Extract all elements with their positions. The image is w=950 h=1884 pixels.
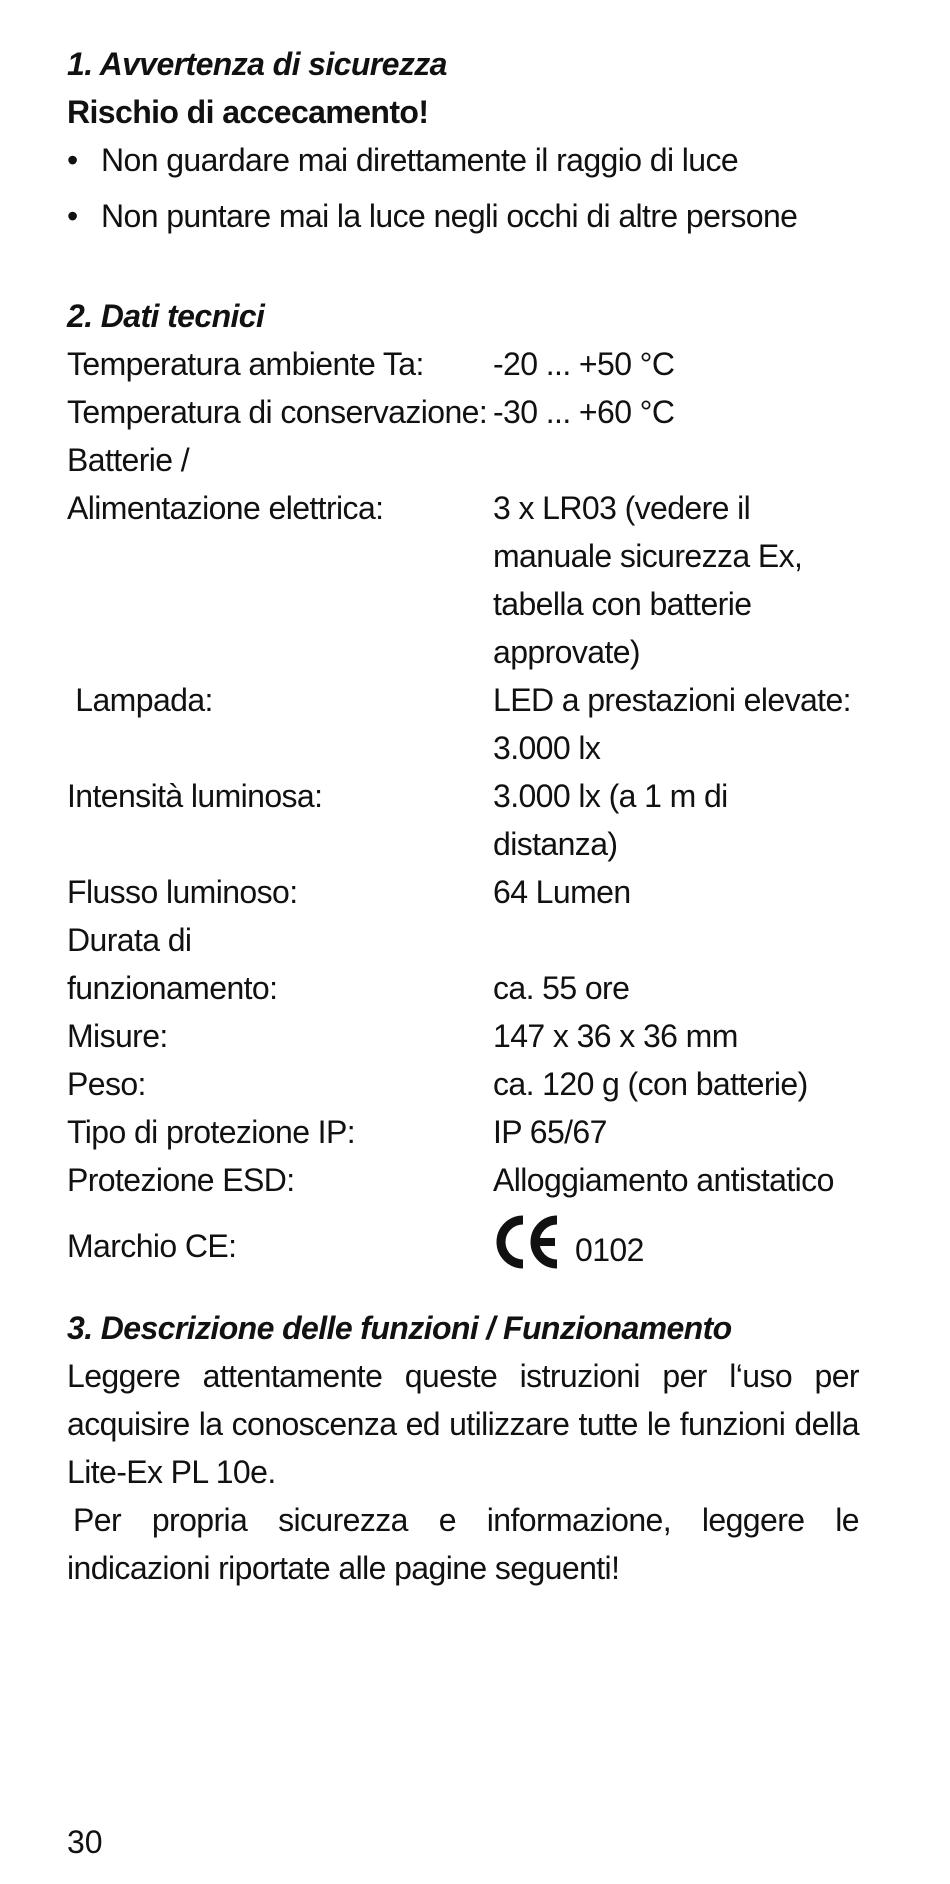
spec-value-line: -20 ... +50 °C (493, 346, 675, 382)
spec-value (493, 340, 867, 388)
spec-row (67, 1060, 867, 1108)
section1-heading: 1. Avvertenza di sicurezza (67, 46, 447, 82)
spec-row (67, 1156, 867, 1204)
warning-bullet-list (67, 136, 867, 240)
spec-label: Temperatura ambiente Ta: (67, 346, 424, 382)
spec-row (67, 436, 867, 484)
safety-paragraph: Per propria sicurezza e informazione, leggere le indicazioni riportate alle pagine seguenti! (67, 1502, 859, 1586)
spec-value (493, 1060, 867, 1108)
spec-row (67, 772, 867, 868)
warning-bullet: • Non puntare mai la luce negli occhi di altre persone (67, 192, 867, 240)
spec-row (67, 916, 867, 964)
spec-label: Marchio CE: (67, 1228, 237, 1264)
spec-row (67, 676, 867, 772)
spec-row-ce (67, 1214, 867, 1270)
spec-label: Intensità luminosa: (67, 778, 323, 814)
page-number: 30 (67, 1824, 103, 1860)
spec-value (493, 1108, 867, 1156)
spec-value-line: 3 x LR03 (vedere il (493, 490, 751, 526)
ce-mark-icon (493, 1214, 563, 1270)
spec-value-line: ca. 120 g (con batterie) (493, 1066, 808, 1102)
spec-label: Flusso luminoso: (67, 874, 298, 910)
spec-value-line: manuale sicurezza Ex, (493, 538, 803, 574)
section3-heading: 3. Descrizione delle funzioni / Funzionamento (67, 1310, 732, 1346)
spec-value-line: IP 65/67 (493, 1114, 607, 1150)
spec-value (493, 868, 867, 916)
spec-label: Temperatura di conservazione: (67, 394, 488, 430)
spec-value (493, 916, 867, 964)
spec-value (493, 1156, 867, 1204)
spec-label: Durata di (67, 922, 192, 958)
spec-row (67, 484, 867, 676)
spec-label: Misure: (67, 1018, 168, 1054)
spec-row (67, 1108, 867, 1156)
document-page (67, 40, 867, 1592)
spec-label: Peso: (67, 1066, 146, 1102)
section2-heading: 2. Dati tecnici (67, 298, 265, 334)
ce-number: 0102 (575, 1232, 644, 1268)
spec-row (67, 388, 867, 436)
spec-table (67, 340, 867, 1204)
spec-value-line: 147 x 36 x 36 mm (493, 1018, 738, 1054)
spec-value-line: LED a prestazioni elevate: (493, 682, 851, 718)
spec-value-line: Alloggiamento antistatico (493, 1162, 834, 1198)
spec-label: Protezione ESD: (67, 1162, 295, 1198)
spec-value (493, 484, 867, 676)
spec-label: Lampada: (67, 682, 213, 718)
spec-value (493, 772, 867, 868)
warning-title: Rischio di accecamento! (67, 94, 429, 130)
spec-value-line: 64 Lumen (493, 874, 631, 910)
instructions-paragraph: Leggere attentamente queste istruzioni per l‘uso per acquisire la conoscenza ed utilizzare tutte le funzioni della Lite-Ex PL 10e. (67, 1358, 859, 1490)
spec-value-line: distanza) (493, 826, 618, 862)
spec-value (493, 388, 867, 436)
spec-label: Tipo di protezione IP: (67, 1114, 356, 1150)
warning-bullet: • Non guardare mai direttamente il raggio di luce (67, 136, 867, 184)
spec-label: funzionamento: (67, 970, 278, 1006)
spec-value-line: 3.000 lx (a 1 m di (493, 778, 728, 814)
spec-value-line: ca. 55 ore (493, 970, 630, 1006)
spec-label: Alimentazione elettrica: (67, 490, 384, 526)
spec-value (493, 964, 867, 1012)
spec-row (67, 868, 867, 916)
spec-value-line: 3.000 lx (493, 730, 601, 766)
spec-value-line: -30 ... +60 °C (493, 394, 675, 430)
spec-row (67, 964, 867, 1012)
spec-row (67, 340, 867, 388)
spec-label: Batterie / (67, 442, 190, 478)
spec-value (493, 1012, 867, 1060)
spec-row (67, 1012, 867, 1060)
spec-value (493, 676, 867, 772)
spec-value-line: tabella con batterie (493, 586, 752, 622)
spec-value (493, 436, 867, 484)
spec-value-line: approvate) (493, 634, 640, 670)
